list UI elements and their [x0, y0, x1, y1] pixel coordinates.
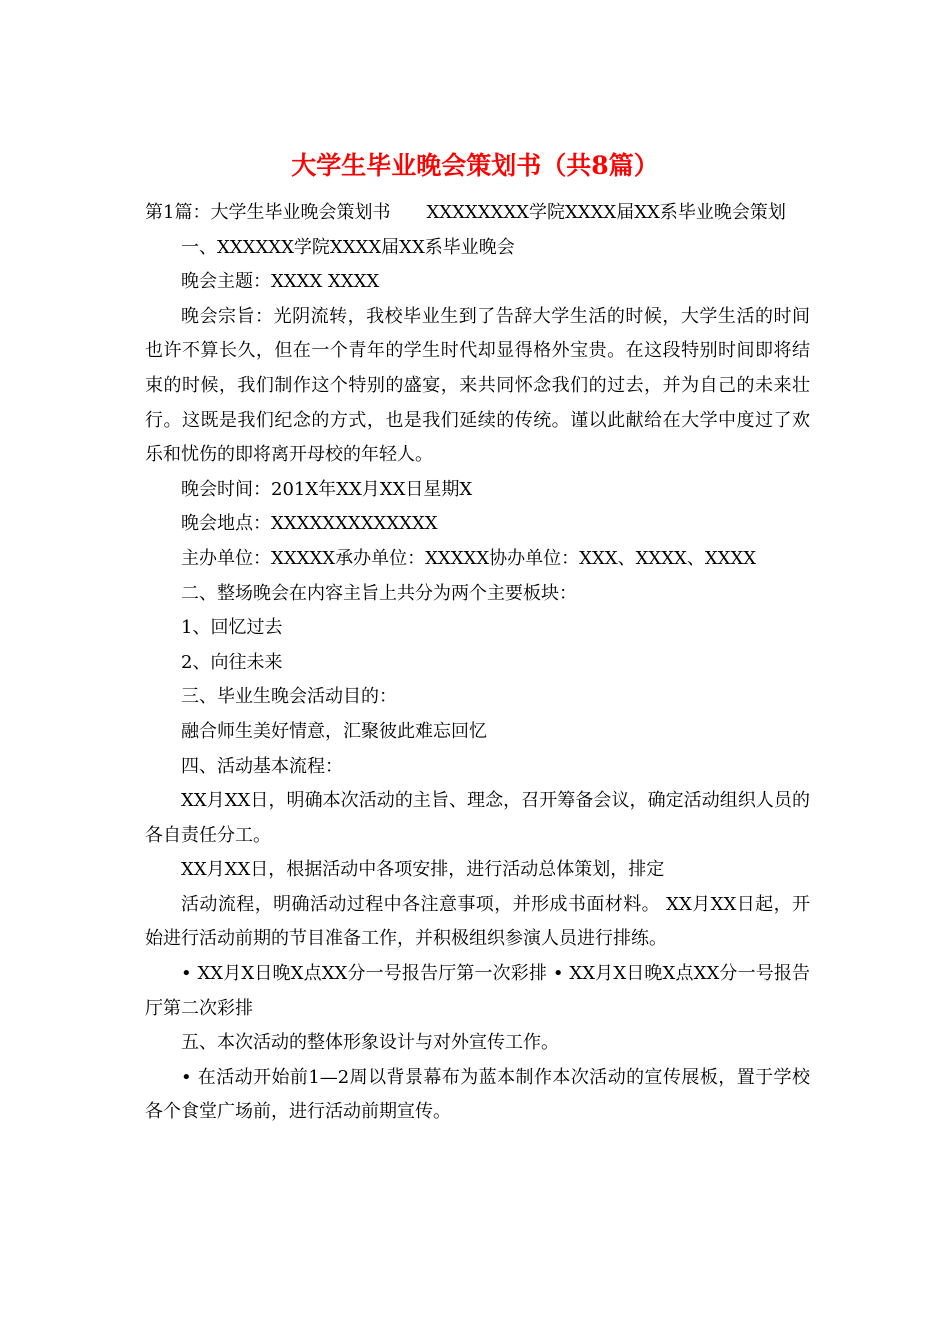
activity-goal: 融合师生美好情意，汇聚彼此难忘回忆: [181, 720, 487, 742]
flow-step-one: XX月XX日，明确本次活动的主旨、理念，召开筹备会议，确定活动组织人员的各自责任分工。: [145, 790, 810, 846]
party-time: 晚会时间：201X年XX月XX日星期X: [181, 478, 473, 500]
publicity-plan: • 在活动开始前1—2周以背景幕布为蓝本制作本次活动的宣传展板，置于学校各个食堂广场前，进行活动前期宣传。: [145, 1066, 810, 1123]
first-line: [145, 196, 810, 231]
block-two: 2、向往未来: [181, 651, 283, 673]
flow-step-two: XX月XX日，根据活动中各项安排，进行活动总体策划，排定: [181, 859, 665, 881]
party-venue: 晚会地点：XXXXXXXXXXXXX: [181, 513, 438, 535]
section-four-heading: 四、活动基本流程：: [181, 755, 343, 777]
document-title: 大学生毕业晚会策划书（共8篇）: [291, 151, 659, 180]
event-heading: XXXXXXXX学院XXXX届XX系毕业晚会策划: [426, 202, 786, 223]
section-five-heading: 五、本次活动的整体形象设计与对外宣传工作。: [181, 1032, 559, 1054]
section-three-heading: 三、毕业生晚会活动目的：: [181, 686, 397, 708]
party-purpose: 晚会宗旨：光阴流转，我校毕业生到了告辞大学生活的时候，大学生活的时间也许不算长久，但在一个青年的学生时代却显得格外宝贵。在这段特别时间即将结束的时候，我们制作这个特别的盛宴，来共同怀念我们的过去，并为自己的未来壮行。这既是我们纪念的方式，也是我们延续的传统。谨以此献给在大学中度过了欢乐和忧伤的即将离开母校的年轻人。: [145, 305, 810, 466]
document-body: [145, 196, 810, 1130]
organizers: 主办单位：XXXXX承办单位：XXXXX协办单位：XXX、XXXX、XXXX: [181, 547, 757, 569]
flow-step-three: 活动流程，明确活动过程中各注意事项，并形成书面材料。 XX月XX日起，开始进行活动前期的节目准备工作，并积极组织参演人员进行排练。: [145, 893, 810, 950]
chapter-heading: 第1篇：大学生毕业晚会策划书: [145, 202, 391, 223]
block-one: 1、回忆过去: [181, 617, 283, 639]
party-theme: 晚会主题：XXXX XXXX: [181, 271, 380, 293]
section-two-heading: 二、整场晚会在内容主旨上共分为两个主要板块：: [181, 582, 577, 604]
rehearsal-schedule: • XX月X日晚X点XX分一号报告厅第一次彩排 • XX月X日晚X点XX分一号报告厅第二次彩排: [145, 963, 810, 1019]
section-one-heading: 一、XXXXXX学院XXXX届XX系毕业晚会: [181, 236, 515, 258]
